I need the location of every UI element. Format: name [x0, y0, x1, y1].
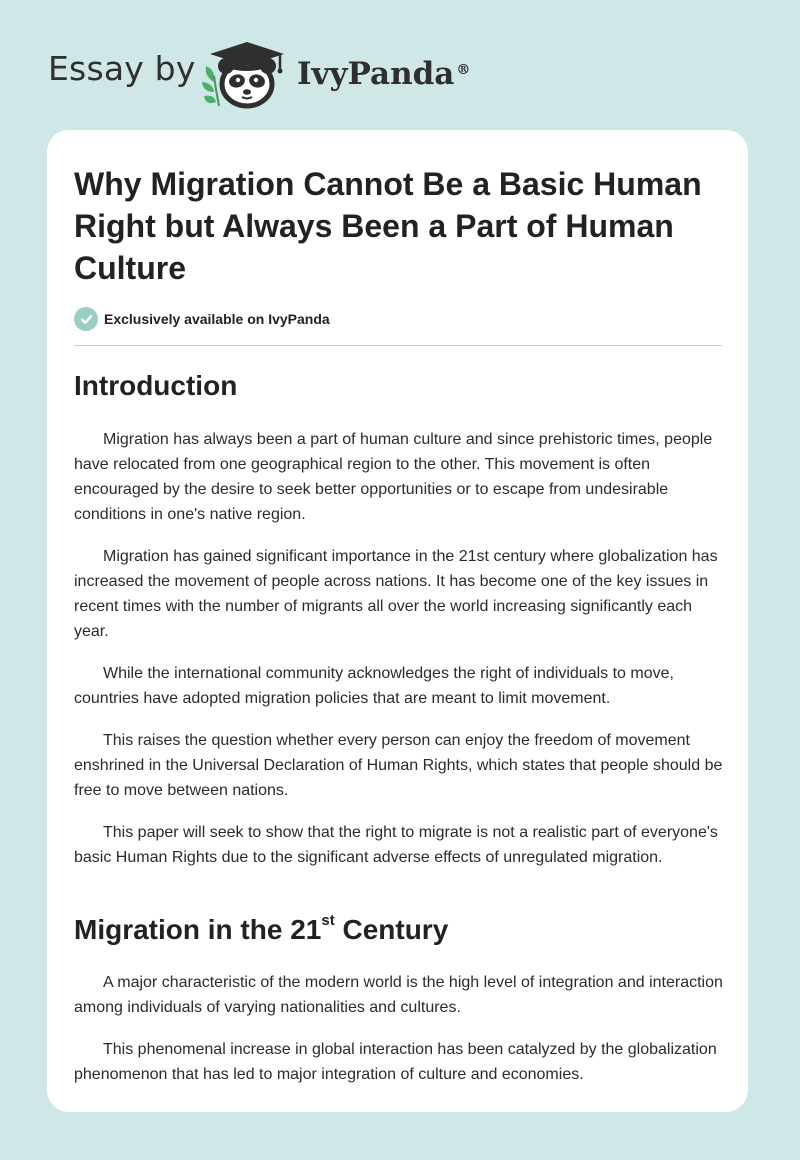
- brand-prefix: Essay by: [48, 49, 196, 88]
- paragraph: Migration has gained significant importance in the 21st century where globalization has increased the movement of people across nations. It has become one of the key issues in recent times with the number of migrants all over the world increasing significantly each year.: [74, 548, 718, 640]
- essay-card: [47, 130, 748, 1112]
- heading-text-end: Century: [334, 914, 449, 945]
- essay-title: Why Migration Cannot Be a Basic Human Right but Always Been a Part of Human Culture: [74, 166, 702, 286]
- exclusive-label: Exclusively available on IvyPanda: [104, 311, 330, 327]
- ivypanda-logo-icon[interactable]: [200, 36, 296, 110]
- section-heading-introduction: Introduction: [74, 370, 238, 401]
- paragraph: This phenomenal increase in global interaction has been catalyzed by the globalization phenomenon that has led to major integration of culture and economies.: [74, 1041, 717, 1083]
- paragraph: A major characteristic of the modern world is the high level of integration and interaction among individuals of varying nationalities and cultures.: [74, 974, 723, 1016]
- heading-text-start: Migration in the 21: [74, 914, 322, 945]
- exclusive-badge: [74, 306, 330, 332]
- brand-name[interactable]: [297, 56, 470, 92]
- brand-name-text: IvyPanda: [297, 56, 455, 92]
- registered-mark: ®: [456, 62, 471, 78]
- heading-superscript: st: [321, 911, 335, 929]
- section-heading-21st-century: [74, 912, 448, 948]
- check-icon: [74, 307, 98, 331]
- paragraph: While the international community acknowledges the right of individuals to move, countries have adopted migration policies that are meant to limit movement.: [74, 665, 674, 707]
- paragraph: This paper will seek to show that the right to migrate is not a realistic part of everyone's basic Human Rights due to the significant adverse effects of unregulated migration.: [74, 824, 718, 866]
- paragraph: This raises the question whether every person can enjoy the freedom of movement enshrined in the Universal Declaration of Human Rights, which states that people should be free to move between nations.: [74, 732, 723, 799]
- title-divider: [74, 345, 722, 346]
- paragraph: Migration has always been a part of human culture and since prehistoric times, people have relocated from one geographical region to the other. This movement is often encouraged by the desire to seek better opportunities or to escape from undesirable conditions in one's native region.: [74, 431, 713, 523]
- site-header: [0, 0, 800, 130]
